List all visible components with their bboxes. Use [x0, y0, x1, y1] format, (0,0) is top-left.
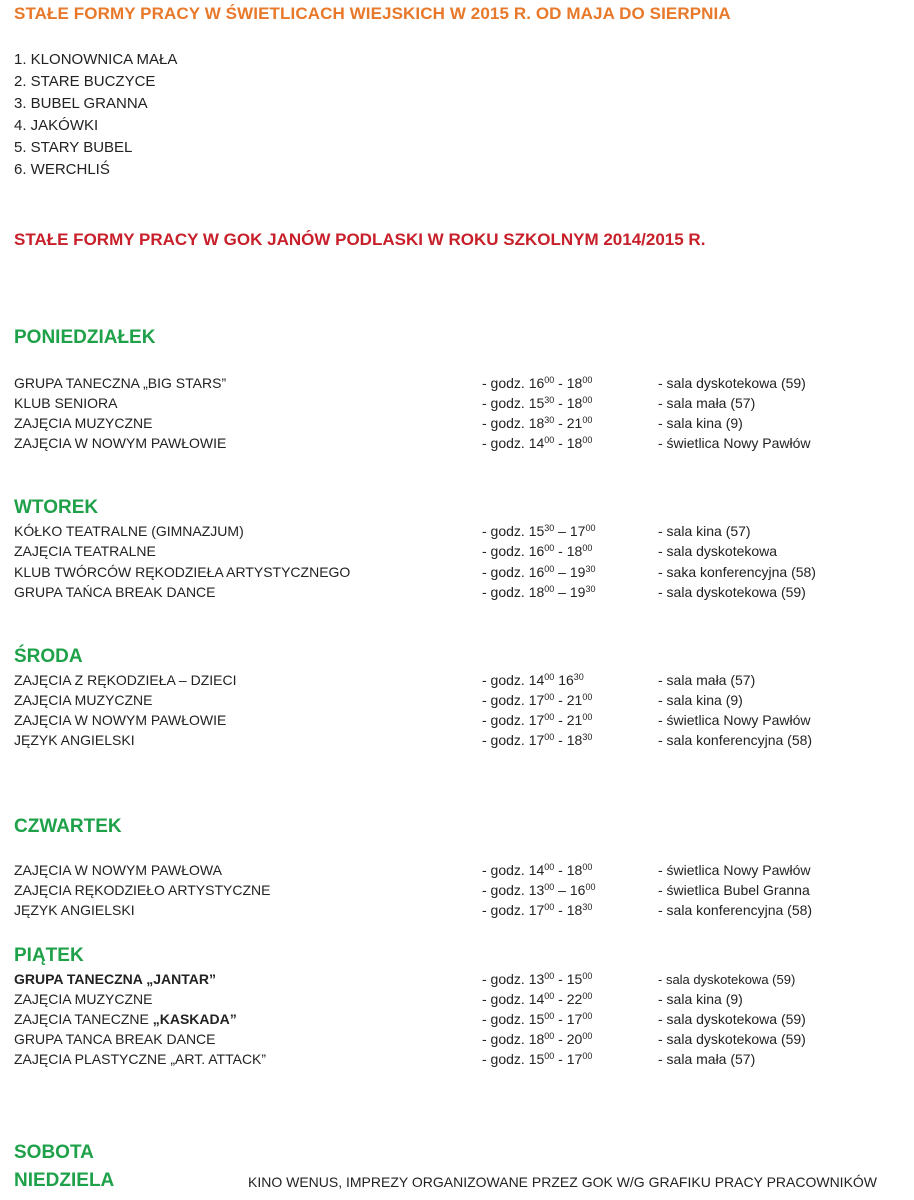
activity-room: - saka konferencyjna (58) [658, 564, 816, 580]
activity-time: - godz. $17^{00} - 21^{00}$ [482, 712, 593, 728]
activity-room: - świetlica Bubel Granna [658, 882, 810, 898]
weekend-note: KINO WENUS, IMPREZY ORGANIZOWANE PRZEZ GOK W/G GRAFIKU PRACY PRACOWNIKÓW [248, 1174, 878, 1190]
activity-time: - godz. $18^{00} - 20^{00}$ [482, 1031, 593, 1047]
village-item: 5. STARY BUBEL [14, 139, 133, 156]
school-year-title: STAŁE FORMY PRACY W GOK JANÓW PODLASKI W ROKU SZKOLNYM 2014/2015 R. [14, 230, 706, 249]
activity-time: - godz. $17^{00} - 18^{30}$ [482, 902, 593, 918]
activity-time: - godz. $14^{00} - 18^{00}$ [482, 862, 593, 878]
activity-name: ZAJĘCIA W NOWYM PAWŁOWIE [14, 435, 227, 451]
activity-name: JĘZYK ANGIELSKI [14, 732, 135, 748]
activity-name: ZAJĘCIA W NOWYM PAWŁOWA [14, 862, 222, 878]
day-heading-friday: PIĄTEK [14, 945, 84, 966]
activity-time: - godz. $13^{00} - 16^{00}$ [482, 882, 596, 898]
activity-time: - godz. $13^{00} - 15^{00}$ [482, 971, 593, 987]
activity-room: - sala kina (9) [658, 415, 743, 431]
activity-room: - świetlica Nowy Pawłów [658, 435, 811, 451]
activity-room: - sala konferencyjna (58) [658, 902, 813, 918]
activity-time: - godz. $15^{30} - 18^{00}$ [482, 395, 593, 411]
activity-time: - godz. $15^{00} - 17^{00}$ [482, 1051, 593, 1067]
activity-name: GRUPA TAŃCA BREAK DANCE [14, 584, 216, 600]
activity-room: - sala dyskotekowa (59) [658, 1011, 806, 1027]
activity-room: - sala dyskotekowa [658, 543, 778, 559]
activity-room: - sala dyskotekowa (59) [658, 584, 806, 600]
activity-name: GRUPA TANCA BREAK DANCE [14, 1031, 216, 1047]
activity-name: ZAJĘCIA TEATRALNE [14, 543, 156, 559]
activity-time: - godz. $15^{30} - 17^{00}$ [482, 523, 596, 539]
activity-time: - godz. $18^{00} - 19^{30}$ [482, 584, 596, 600]
activity-name: ZAJĘCIA W NOWYM PAWŁOWIE [14, 712, 227, 728]
activity-name: ZAJĘCIA TANECZNE „KASKADA” [14, 1011, 237, 1027]
day-heading-tuesday: WTOREK [14, 497, 99, 518]
village-item: 1. KLONOWNICA MAŁA [14, 51, 178, 68]
activity-name: ZAJĘCIA RĘKODZIEŁO ARTYSTYCZNE [14, 882, 271, 898]
activity-time: - godz. $14^{00}$ $16^{30}$ [482, 672, 584, 688]
activity-time: - godz. $18^{30} - 21^{00}$ [482, 415, 593, 431]
activity-name: GRUPA TANECZNA „JANTAR” [14, 971, 216, 987]
activity-room: - świetlica Nowy Pawłów [658, 712, 811, 728]
village-item: 4. JAKÓWKI [14, 117, 99, 134]
activity-time: - godz. $16^{00} - 18^{00}$ [482, 543, 593, 559]
day-heading-thursday: CZWARTEK [14, 816, 122, 837]
activity-room: - sala konferencyjna (58) [658, 732, 813, 748]
activity-name: KÓŁKO TEATRALNE (GIMNAZJUM) [14, 523, 244, 539]
activity-name: ZAJĘCIA MUZYCZNE [14, 692, 153, 708]
activity-name: KLUB SENIORA [14, 395, 118, 411]
activity-room: - sala kina (57) [658, 523, 751, 539]
activity-room: - sala dyskotekowa (59) [658, 972, 796, 987]
village-item: 3. BUBEL GRANNA [14, 95, 148, 112]
activity-time: - godz. $17^{00} - 21^{00}$ [482, 692, 593, 708]
village-item: 2. STARE BUCZYCE [14, 73, 156, 90]
activity-time: - godz. $14^{00} - 22^{00}$ [482, 991, 593, 1007]
activity-room: - sala mała (57) [658, 1051, 756, 1067]
activity-name: GRUPA TANECZNA „BIG STARS” [14, 375, 227, 391]
village-item: 6. WERCHLIŚ [14, 161, 110, 178]
activity-room: - sala dyskotekowa (59) [658, 375, 806, 391]
summer-title: STAŁE FORMY PRACY W ŚWIETLICACH WIEJSKICH W 2015 R. OD MAJA DO SIERPNIA [14, 4, 731, 23]
activity-time: - godz. $16^{00} - 19^{30}$ [482, 564, 596, 580]
activity-name: ZAJĘCIA MUZYCZNE [14, 991, 153, 1007]
activity-time: - godz. $17^{00} - 18^{30}$ [482, 732, 593, 748]
activity-time: - godz. $15^{00} - 17^{00}$ [482, 1011, 593, 1027]
activity-name: ZAJĘCIA PLASTYCZNE „ART. ATTACK” [14, 1051, 267, 1067]
activity-room: - sala dyskotekowa (59) [658, 1031, 806, 1047]
activity-time: - godz. $16^{00} - 18^{00}$ [482, 375, 593, 391]
activity-name: ZAJĘCIA MUZYCZNE [14, 415, 153, 431]
activity-room: - sala kina (9) [658, 692, 743, 708]
activity-name: JĘZYK ANGIELSKI [14, 902, 135, 918]
activity-room: - sala kina (9) [658, 991, 743, 1007]
activity-room: - świetlica Nowy Pawłów [658, 862, 811, 878]
day-heading-saturday: SOBOTA [14, 1142, 94, 1163]
day-heading-wednesday: ŚRODA [14, 646, 83, 667]
activity-room: - sala mała (57) [658, 672, 756, 688]
day-heading-sunday: NIEDZIELA [14, 1170, 115, 1191]
day-heading-monday: PONIEDZIAŁEK [14, 327, 156, 348]
activity-name: KLUB TWÓRCÓW RĘKODZIEŁA ARTYSTYCZNEGO [14, 564, 351, 580]
activity-room: - sala mała (57) [658, 395, 756, 411]
activity-time: - godz. $14^{00} - 18^{00}$ [482, 435, 593, 451]
activity-name: ZAJĘCIA Z RĘKODZIEŁA – DZIECI [14, 672, 237, 688]
